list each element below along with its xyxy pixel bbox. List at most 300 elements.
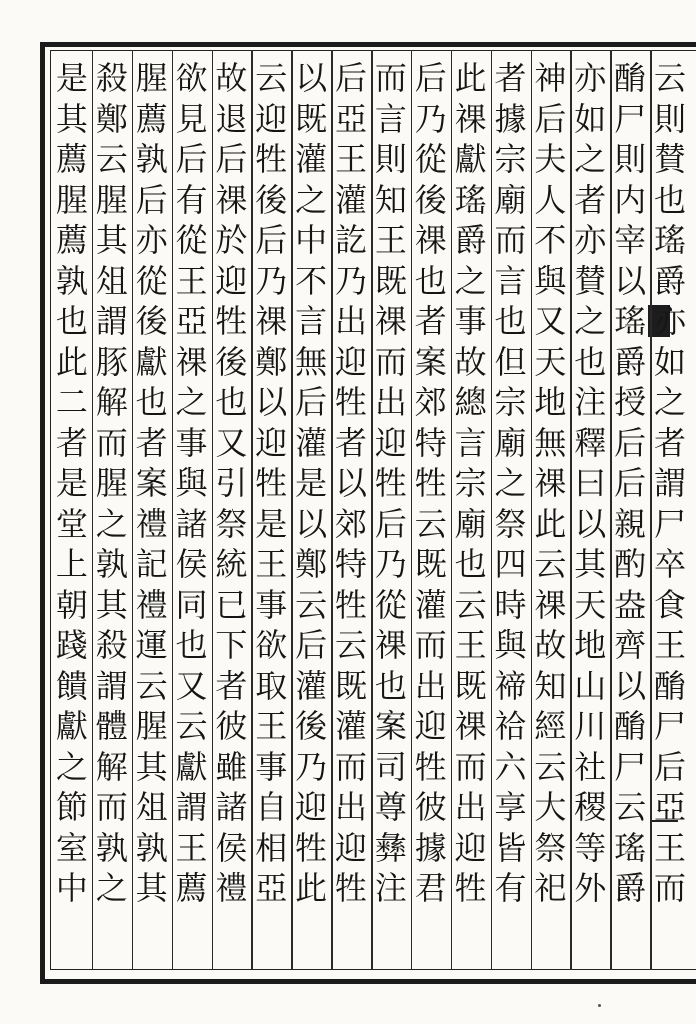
text-char: 室 <box>55 828 88 867</box>
text-char: 爵 <box>614 869 647 907</box>
text-char: 時 <box>494 585 527 624</box>
text-char: 知 <box>534 666 567 705</box>
text-char: 瑤 <box>454 180 487 219</box>
text-char: 又 <box>175 666 208 705</box>
text-char: 瑤 <box>654 221 687 259</box>
text-char: 與 <box>494 626 527 664</box>
text-char: 亦 <box>654 302 687 340</box>
text-char: 但 <box>494 342 527 381</box>
text-char: 后 <box>295 383 328 421</box>
text-char: 案 <box>135 464 168 502</box>
text-char: 事 <box>175 423 208 462</box>
text-char: 朝 <box>55 585 88 624</box>
text-char: 既 <box>374 261 407 300</box>
text-char: 出 <box>414 666 447 705</box>
text-char: 彼 <box>215 707 248 745</box>
text-char: 見 <box>175 99 208 138</box>
column-rule <box>371 50 373 970</box>
text-char: 云 <box>454 585 487 624</box>
text-char: 鄭 <box>255 342 288 381</box>
text-char: 也 <box>574 342 607 381</box>
text-char: 引 <box>215 464 248 502</box>
text-char: 后 <box>614 464 647 502</box>
text-char: 君 <box>414 869 447 907</box>
text-char: 卒 <box>654 545 687 583</box>
text-char: 廟 <box>494 180 527 219</box>
text-char: 灌 <box>295 423 328 462</box>
text-char: 出 <box>454 788 487 826</box>
text-char: 迎 <box>414 707 447 745</box>
text-char: 廟 <box>454 504 487 543</box>
text-char: 后 <box>414 59 447 97</box>
text-char: 而 <box>494 221 527 259</box>
text-char: 此 <box>55 342 88 381</box>
text-char: 牲 <box>454 869 487 907</box>
text-char: 天 <box>574 585 607 624</box>
text-char: 尸 <box>614 747 647 786</box>
text-char: 四 <box>494 545 527 583</box>
text-char: 獻 <box>175 747 208 786</box>
text-char: 云 <box>295 585 328 624</box>
text-char: 者 <box>215 666 248 705</box>
text-char: 諸 <box>215 788 248 826</box>
text-char: 退 <box>215 99 248 138</box>
text-char: 注 <box>374 869 407 907</box>
text-char: 腥 <box>95 180 128 219</box>
text-char: 謂 <box>95 666 128 705</box>
text-char: 雖 <box>215 747 248 786</box>
text-char: 宗 <box>494 383 527 421</box>
text-char: 堂 <box>55 504 88 543</box>
text-char: 孰 <box>55 261 88 300</box>
text-char: 自 <box>255 788 288 826</box>
text-char: 祼 <box>215 180 248 219</box>
text-char: 有 <box>494 869 527 907</box>
text-char: 於 <box>215 221 248 259</box>
text-char: 地 <box>574 626 607 664</box>
text-char: 迎 <box>255 423 288 462</box>
text-char: 案 <box>374 707 407 745</box>
text-char: 牲 <box>414 747 447 786</box>
text-char: 薦 <box>55 221 88 259</box>
column-rule <box>291 50 293 970</box>
text-column <box>411 58 451 978</box>
text-char: 特 <box>335 545 368 583</box>
text-char: 之 <box>295 180 328 219</box>
text-char: 牲 <box>295 828 328 867</box>
text-char: 郊 <box>414 383 447 421</box>
text-char: 灌 <box>295 140 328 178</box>
column-rule <box>331 50 333 970</box>
text-char: 祼 <box>175 342 208 381</box>
text-column <box>451 58 491 978</box>
text-char: 之 <box>95 869 128 907</box>
text-char: 牲 <box>255 140 288 178</box>
text-char: 侯 <box>175 545 208 583</box>
text-char: 而 <box>335 747 368 786</box>
text-char: 以 <box>574 504 607 543</box>
text-char: 孰 <box>135 828 168 867</box>
text-char: 從 <box>175 221 208 259</box>
text-char: 此 <box>534 504 567 543</box>
text-char: 已 <box>215 585 248 624</box>
text-char: 其 <box>95 585 128 624</box>
text-column <box>531 58 571 978</box>
text-char: 迎 <box>374 423 407 462</box>
text-char: 薦 <box>135 99 168 138</box>
text-char: 言 <box>494 261 527 300</box>
text-char: 從 <box>374 585 407 624</box>
text-char: 祼 <box>454 99 487 138</box>
text-char: 王 <box>374 221 407 259</box>
text-char: 云 <box>135 666 168 705</box>
text-char: 饋 <box>55 666 88 705</box>
text-char: 據 <box>414 828 447 867</box>
column-rule <box>172 50 174 970</box>
column-rule <box>92 50 94 970</box>
text-char: 謂 <box>654 464 687 502</box>
text-char: 特 <box>414 423 447 462</box>
text-char: 其 <box>95 221 128 259</box>
text-char: 言 <box>295 302 328 340</box>
text-char: 如 <box>574 99 607 138</box>
text-char: 牲 <box>335 383 368 421</box>
text-char: 孰 <box>95 545 128 583</box>
text-column <box>570 58 610 978</box>
text-char: 者 <box>135 423 168 462</box>
text-char: 不 <box>295 261 328 300</box>
text-char: 牲 <box>335 585 368 624</box>
text-char: 腥 <box>135 707 168 745</box>
text-char: 獻 <box>55 707 88 745</box>
text-char: 后 <box>335 59 368 97</box>
text-char: 王 <box>255 545 288 583</box>
text-char: 者 <box>574 180 607 219</box>
text-char: 後 <box>215 342 248 381</box>
text-char: 乃 <box>414 99 447 138</box>
text-char: 齊 <box>614 626 647 664</box>
text-char: 是 <box>295 464 328 502</box>
text-char: 也 <box>454 545 487 583</box>
text-char: 宰 <box>614 221 647 259</box>
text-char: 禮 <box>135 504 168 543</box>
column-rule <box>531 50 533 970</box>
text-char: 后 <box>175 140 208 178</box>
text-char: 王 <box>654 828 687 867</box>
text-column <box>52 58 92 978</box>
text-char: 云 <box>534 747 567 786</box>
text-column <box>650 58 690 978</box>
text-char: 後 <box>414 180 447 219</box>
text-char: 也 <box>215 383 248 421</box>
text-char: 其 <box>135 869 168 907</box>
text-char: 也 <box>135 383 168 421</box>
text-char: 以 <box>295 59 328 97</box>
text-char: 灌 <box>295 666 328 705</box>
column-rule <box>570 50 572 970</box>
text-char: 之 <box>175 383 208 421</box>
text-char: 也 <box>414 261 447 300</box>
text-char: 云 <box>175 707 208 745</box>
text-char: 者 <box>654 423 687 462</box>
text-char: 注 <box>574 383 607 421</box>
text-char: 踐 <box>55 626 88 664</box>
text-char: 則 <box>654 99 687 138</box>
text-char: 后 <box>255 221 288 259</box>
text-char: 同 <box>175 585 208 624</box>
text-char: 后 <box>614 423 647 462</box>
text-char: 禮 <box>135 585 168 624</box>
text-char: 后 <box>374 504 407 543</box>
text-char: 故 <box>534 626 567 664</box>
text-char: 夫 <box>534 140 567 178</box>
text-char: 訖 <box>335 221 368 259</box>
text-char: 親 <box>614 504 647 543</box>
text-char: 云 <box>95 140 128 178</box>
text-char: 乃 <box>335 261 368 300</box>
text-column <box>251 58 291 978</box>
text-char: 之 <box>55 747 88 786</box>
text-char: 事 <box>454 302 487 340</box>
text-char: 孰 <box>95 828 128 867</box>
text-char: 祼 <box>374 302 407 340</box>
text-char: 内 <box>614 180 647 219</box>
text-char: 天 <box>534 342 567 381</box>
text-char: 從 <box>414 140 447 178</box>
text-char: 者 <box>494 59 527 97</box>
text-char: 迎 <box>335 828 368 867</box>
text-char: 者 <box>414 302 447 340</box>
text-char: 祼 <box>454 707 487 745</box>
text-char: 爵 <box>454 221 487 259</box>
text-char: 孰 <box>135 140 168 178</box>
text-char: 酌 <box>614 545 647 583</box>
text-char: 取 <box>255 666 288 705</box>
text-char: 腥 <box>135 59 168 97</box>
text-char: 記 <box>135 545 168 583</box>
text-char: 之 <box>654 383 687 421</box>
text-char: 既 <box>295 99 328 138</box>
text-column <box>92 58 132 978</box>
text-char: 是 <box>55 464 88 502</box>
text-char: 人 <box>534 180 567 219</box>
text-char: 祼 <box>534 464 567 502</box>
text-char: 之 <box>574 140 607 178</box>
text-char: 有 <box>175 180 208 219</box>
text-char: 薦 <box>55 140 88 178</box>
text-char: 亞 <box>255 869 288 907</box>
text-char: 諸 <box>175 504 208 543</box>
text-char: 盎 <box>614 585 647 624</box>
text-char: 亞 <box>335 99 368 138</box>
column-rule <box>451 50 453 970</box>
text-char: 故 <box>454 342 487 381</box>
text-char: 薦 <box>175 869 208 907</box>
text-char: 稷 <box>574 788 607 826</box>
text-char: 從 <box>135 261 168 300</box>
text-char: 以 <box>614 666 647 705</box>
text-char: 皆 <box>494 828 527 867</box>
text-char: 山 <box>574 666 607 705</box>
text-char: 與 <box>175 464 208 502</box>
text-char: 獻 <box>135 342 168 381</box>
text-char: 外 <box>574 869 607 907</box>
text-char: 爵 <box>654 261 687 300</box>
text-char: 亦 <box>574 221 607 259</box>
text-char: 賛 <box>574 261 607 300</box>
text-char: 此 <box>295 869 328 907</box>
text-char: 王 <box>454 626 487 664</box>
text-char: 后 <box>654 747 687 786</box>
text-column <box>371 58 411 978</box>
text-char: 解 <box>95 747 128 786</box>
text-char: 云 <box>614 788 647 826</box>
text-char: 既 <box>454 666 487 705</box>
text-char: 而 <box>454 747 487 786</box>
text-char: 社 <box>574 747 607 786</box>
text-char: 體 <box>95 707 128 745</box>
text-char: 云 <box>255 59 288 97</box>
text-char: 釋 <box>574 423 607 462</box>
text-char: 亞 <box>175 302 208 340</box>
text-char: 云 <box>414 504 447 543</box>
text-char: 也 <box>55 302 88 340</box>
text-char: 上 <box>55 545 88 583</box>
column-rule <box>650 50 652 970</box>
text-char: 賛 <box>654 140 687 178</box>
text-char: 而 <box>374 59 407 97</box>
text-char: 以 <box>614 261 647 300</box>
text-char: 不 <box>534 221 567 259</box>
text-char: 案 <box>414 342 447 381</box>
text-char: 事 <box>255 585 288 624</box>
text-char: 授 <box>614 383 647 421</box>
text-char: 祼 <box>534 585 567 624</box>
text-char: 祫 <box>494 707 527 745</box>
text-char: 鄭 <box>95 99 128 138</box>
text-char: 彼 <box>414 788 447 826</box>
text-char: 尸 <box>654 707 687 745</box>
text-char: 之 <box>454 261 487 300</box>
text-char: 無 <box>534 423 567 462</box>
text-char: 祼 <box>374 626 407 664</box>
column-rule <box>212 50 214 970</box>
text-char: 迎 <box>454 828 487 867</box>
text-char: 運 <box>135 626 168 664</box>
column-rule <box>610 50 612 970</box>
text-char: 此 <box>454 59 487 97</box>
text-char: 與 <box>534 261 567 300</box>
text-char: 者 <box>55 423 88 462</box>
text-char: 中 <box>55 869 88 907</box>
text-char: 灌 <box>335 180 368 219</box>
text-char: 迎 <box>335 342 368 381</box>
text-char: 灌 <box>335 707 368 745</box>
text-char: 乃 <box>255 261 288 300</box>
text-char: 而 <box>654 869 687 907</box>
text-column <box>491 58 531 978</box>
text-char: 出 <box>335 302 368 340</box>
text-char: 云 <box>335 626 368 664</box>
text-char: 言 <box>454 423 487 462</box>
text-char: 后 <box>135 180 168 219</box>
text-char: 後 <box>135 302 168 340</box>
text-char: 云 <box>654 59 687 97</box>
text-char: 酳 <box>614 59 647 97</box>
text-char: 祼 <box>414 221 447 259</box>
text-char: 大 <box>534 788 567 826</box>
text-char: 川 <box>574 707 607 745</box>
text-char: 牲 <box>414 464 447 502</box>
text-char: 郊 <box>335 504 368 543</box>
text-char: 二 <box>55 383 88 421</box>
text-char: 后 <box>215 140 248 178</box>
text-column <box>212 58 252 978</box>
text-char: 欲 <box>255 626 288 664</box>
text-char: 禘 <box>494 666 527 705</box>
text-char: 牲 <box>255 464 288 502</box>
text-char: 亦 <box>135 221 168 259</box>
text-char: 無 <box>295 342 328 381</box>
text-column <box>610 58 650 978</box>
text-char: 等 <box>574 828 607 867</box>
text-char: 王 <box>175 261 208 300</box>
text-char: 出 <box>335 788 368 826</box>
text-char: 也 <box>654 180 687 219</box>
text-char: 統 <box>215 545 248 583</box>
text-char: 享 <box>494 788 527 826</box>
text-char: 亞 <box>654 788 687 826</box>
text-char: 後 <box>295 707 328 745</box>
text-char: 瑤 <box>614 828 647 867</box>
text-char: 王 <box>175 828 208 867</box>
text-char: 獻 <box>454 140 487 178</box>
text-char: 既 <box>335 666 368 705</box>
text-char: 食 <box>654 585 687 624</box>
text-char: 既 <box>414 545 447 583</box>
text-char: 尸 <box>654 504 687 543</box>
text-char: 以 <box>295 504 328 543</box>
text-column <box>172 58 212 978</box>
text-char: 酳 <box>614 707 647 745</box>
text-char: 據 <box>494 99 527 138</box>
text-char: 經 <box>534 707 567 745</box>
text-char: 乃 <box>295 747 328 786</box>
text-char: 而 <box>374 342 407 381</box>
text-char: 禮 <box>215 869 248 907</box>
text-char: 也 <box>374 666 407 705</box>
text-char: 爵 <box>614 342 647 381</box>
text-column <box>132 58 172 978</box>
text-char: 鄭 <box>295 545 328 583</box>
text-char: 欲 <box>175 59 208 97</box>
text-char: 彝 <box>374 828 407 867</box>
text-char: 云 <box>534 545 567 583</box>
text-char: 其 <box>135 747 168 786</box>
text-char: 以 <box>335 464 368 502</box>
text-char: 廟 <box>494 423 527 462</box>
text-char: 事 <box>255 747 288 786</box>
text-char: 是 <box>55 59 88 97</box>
text-char: 亦 <box>574 59 607 97</box>
text-char: 乃 <box>374 545 407 583</box>
text-char: 也 <box>494 302 527 340</box>
text-char: 迎 <box>215 261 248 300</box>
text-char: 后 <box>295 626 328 664</box>
text-char: 又 <box>215 423 248 462</box>
text-char: 總 <box>454 383 487 421</box>
text-char: 牲 <box>335 869 368 907</box>
